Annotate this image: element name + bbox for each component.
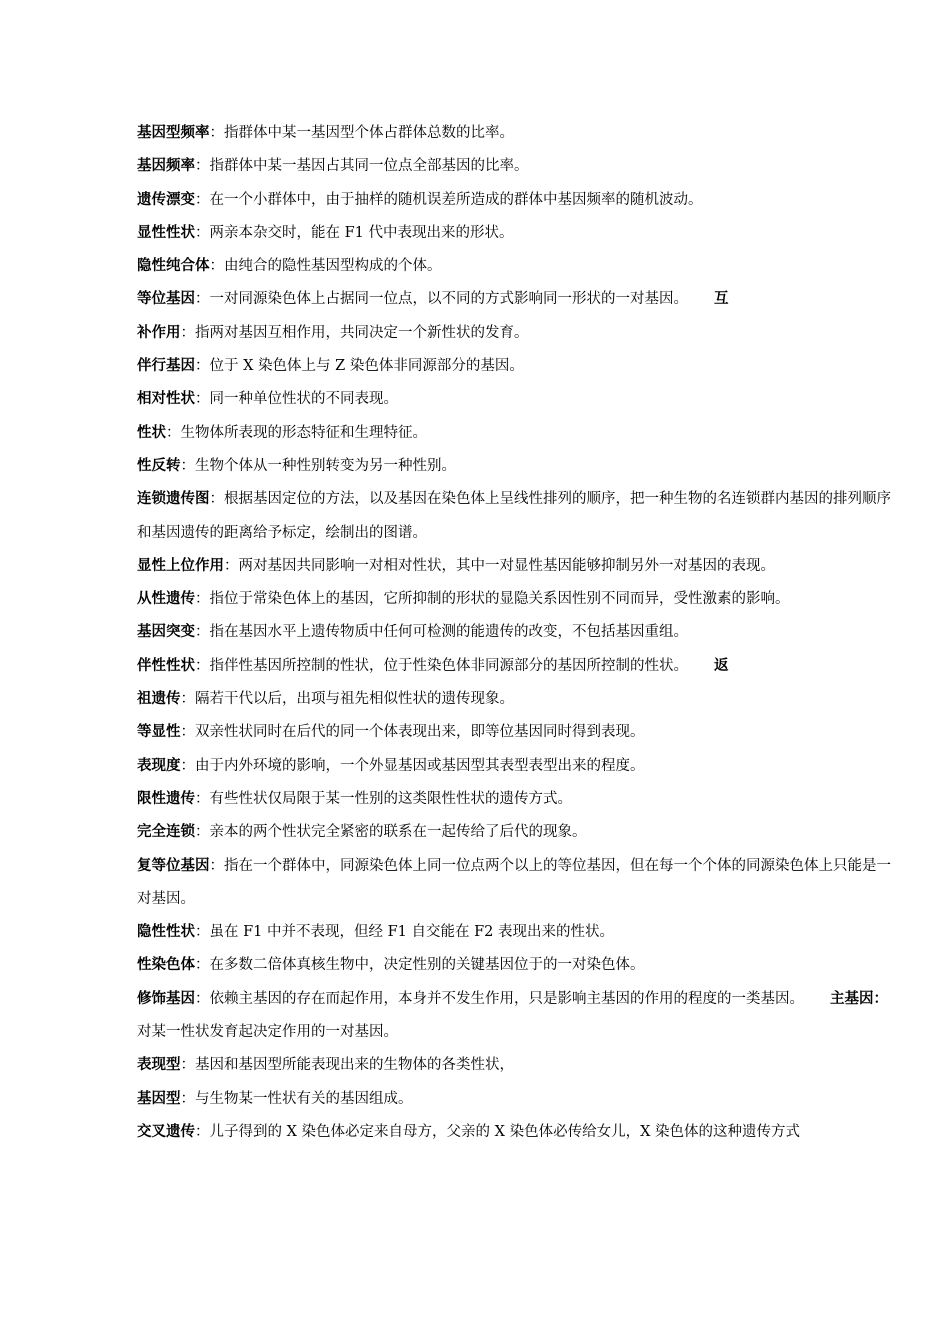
- term: 补作用: [137, 324, 181, 341]
- term: 隐性性状: [137, 924, 195, 941]
- glossary-entry: [137, 949, 892, 982]
- glossary-entry: [137, 150, 892, 183]
- term: 性反转: [137, 457, 181, 474]
- term: 遗传漂变: [137, 191, 195, 208]
- term: 伴性性状: [137, 657, 195, 674]
- term: 表现度: [137, 757, 181, 774]
- term: 祖遗传: [137, 691, 181, 708]
- definition: ：儿子得到的 X 染色体必定来自母方，父亲的 X 染色体必传给女儿，X 染色体的这种遗传方式: [195, 1123, 801, 1140]
- glossary-entry: [137, 683, 892, 716]
- definition: ：一对同源染色体上占据同一位点，以不同的方式影响同一形状的一对基因。: [195, 291, 688, 308]
- term: 表现型: [137, 1057, 181, 1074]
- document-page: [137, 117, 892, 1149]
- term: 相对性状: [137, 391, 195, 408]
- definition: ：亲本的两个性状完全紧密的联系在一起传给了后代的现象。: [195, 824, 587, 841]
- glossary-entry: [137, 716, 892, 749]
- definition: ：隔若干代以后，出项与祖先相似性状的遗传现象。: [180, 691, 514, 708]
- glossary-entry: [137, 850, 892, 917]
- term: 限性遗传: [137, 790, 195, 807]
- term: 交叉遗传: [137, 1123, 195, 1140]
- trailing-term: 主基因：: [830, 990, 888, 1007]
- term: 等位基因: [137, 291, 195, 308]
- glossary-entry: [137, 417, 892, 450]
- definition: 对某一性状发育起决定作用的一对基因。: [137, 1024, 398, 1041]
- glossary-entry: [137, 750, 892, 783]
- glossary-entry: [137, 916, 892, 949]
- definition: ：指群体中某一基因型个体占群体总数的比率。: [209, 125, 514, 141]
- glossary-entry: [137, 117, 892, 150]
- glossary-entry: [137, 450, 892, 483]
- glossary-entry: [137, 350, 892, 383]
- glossary-entry: [137, 483, 892, 550]
- glossary-entry: [137, 250, 892, 283]
- glossary-entry: [137, 650, 892, 683]
- term: 等显性: [137, 724, 181, 741]
- term: 完全连锁: [137, 824, 195, 841]
- term: 隐性纯合体: [137, 258, 210, 275]
- definition: ：与生物某一性状有关的基因组成。: [180, 1090, 413, 1107]
- glossary-entry: [137, 583, 892, 616]
- glossary-entry: [137, 1049, 892, 1082]
- glossary-entry: [137, 317, 892, 350]
- glossary-entry: [137, 783, 892, 816]
- definition: ：双亲性状同时在后代的同一个体表现出来，即等位基因同时得到表现。: [180, 724, 645, 741]
- glossary-entry: [137, 1116, 892, 1149]
- term: 性染色体: [137, 957, 195, 974]
- term: 显性性状: [137, 224, 195, 241]
- definition: ：基因和基因型所能表现出来的生物体的各类性状，: [180, 1057, 514, 1074]
- term: 基因频率: [137, 158, 195, 175]
- term: 基因型: [137, 1090, 181, 1107]
- definition: ：指在一个群体中，同源染色体上同一位点两个以上的等位基因，但在每一个个体的同源染色体上只能是一对基因。: [137, 857, 891, 907]
- term: 显性上位作用: [137, 557, 224, 574]
- term: 基因突变: [137, 624, 195, 641]
- definition: ：由纯合的隐性基因型构成的个体。: [209, 258, 442, 275]
- definition: ：指两对基因互相作用，共同决定一个新性状的发育。: [180, 324, 529, 341]
- definition: ：根据基因定位的方法，以及基因在染色体上呈线性排列的顺序，把一种生物的名连锁群内基因的排列顺序和基因遗传的距离给予标定，绘制出的图谱。: [137, 491, 891, 541]
- definition: ：在多数二倍体真核生物中，决定性别的关键基因位于的一对染色体。: [195, 957, 645, 974]
- definition: ：同一种单位性状的不同表现。: [195, 391, 398, 408]
- glossary-entry: [137, 816, 892, 849]
- glossary-entry: [137, 550, 892, 583]
- definition: ：依赖主基因的存在而起作用，本身并不发生作用，只是影响主基因的作用的程度的一类基因。: [195, 990, 804, 1007]
- glossary-entry: [137, 616, 892, 649]
- glossary-entry: [137, 1083, 892, 1116]
- term: 性状: [137, 424, 166, 441]
- definition: ：位于 X 染色体上与 Z 染色体非同源部分的基因。: [195, 358, 524, 375]
- definition: ：有些性状仅局限于某一性别的这类限性性状的遗传方式。: [195, 790, 572, 807]
- trailing-term: 返: [714, 657, 729, 674]
- definition: ：在一个小群体中，由于抽样的随机误差所造成的群体中基因频率的随机波动。: [195, 191, 703, 208]
- definition: ：指位于常染色体上的基因，它所抑制的形状的显隐关系因性别不同而异，受性激素的影响。: [195, 591, 790, 608]
- glossary-entry: [137, 283, 892, 316]
- term: 连锁遗传图: [137, 491, 210, 508]
- definition: ：由于内外环境的影响，一个外显基因或基因型其表型表型出来的程度。: [180, 757, 645, 774]
- glossary-entry: [137, 383, 892, 416]
- definition: ：虽在 F1 中并不表现，但经 F1 自交能在 F2 表现出来的性状。: [195, 924, 615, 941]
- definition: ：指群体中某一基因占其同一位点全部基因的比率。: [195, 158, 529, 175]
- glossary-entry: [137, 184, 892, 217]
- term: 基因型频率: [137, 125, 210, 141]
- definition: ：生物体所表现的形态特征和生理特征。: [166, 424, 427, 441]
- definition: ：指伴性基因所控制的性状，位于性染色体非同源部分的基因所控制的性状。: [195, 657, 688, 674]
- term: 修饰基因: [137, 990, 195, 1007]
- definition: ：指在基因水平上遗传物质中任何可检测的能遗传的改变，不包括基因重组。: [195, 624, 688, 641]
- definition: ：两对基因共同影响一对相对性状，其中一对显性基因能够抑制另外一对基因的表现。: [224, 557, 775, 574]
- trailing-term: 互: [714, 291, 729, 308]
- definition: ：生物个体从一种性别转变为另一种性别。: [180, 457, 456, 474]
- term: 从性遗传: [137, 591, 195, 608]
- term: 复等位基因: [137, 857, 210, 874]
- glossary-entry: [137, 217, 892, 250]
- glossary-entry: [137, 983, 892, 1050]
- definition: ：两亲本杂交时，能在 F1 代中表现出来的形状。: [195, 224, 514, 241]
- term: 伴行基因: [137, 358, 195, 375]
